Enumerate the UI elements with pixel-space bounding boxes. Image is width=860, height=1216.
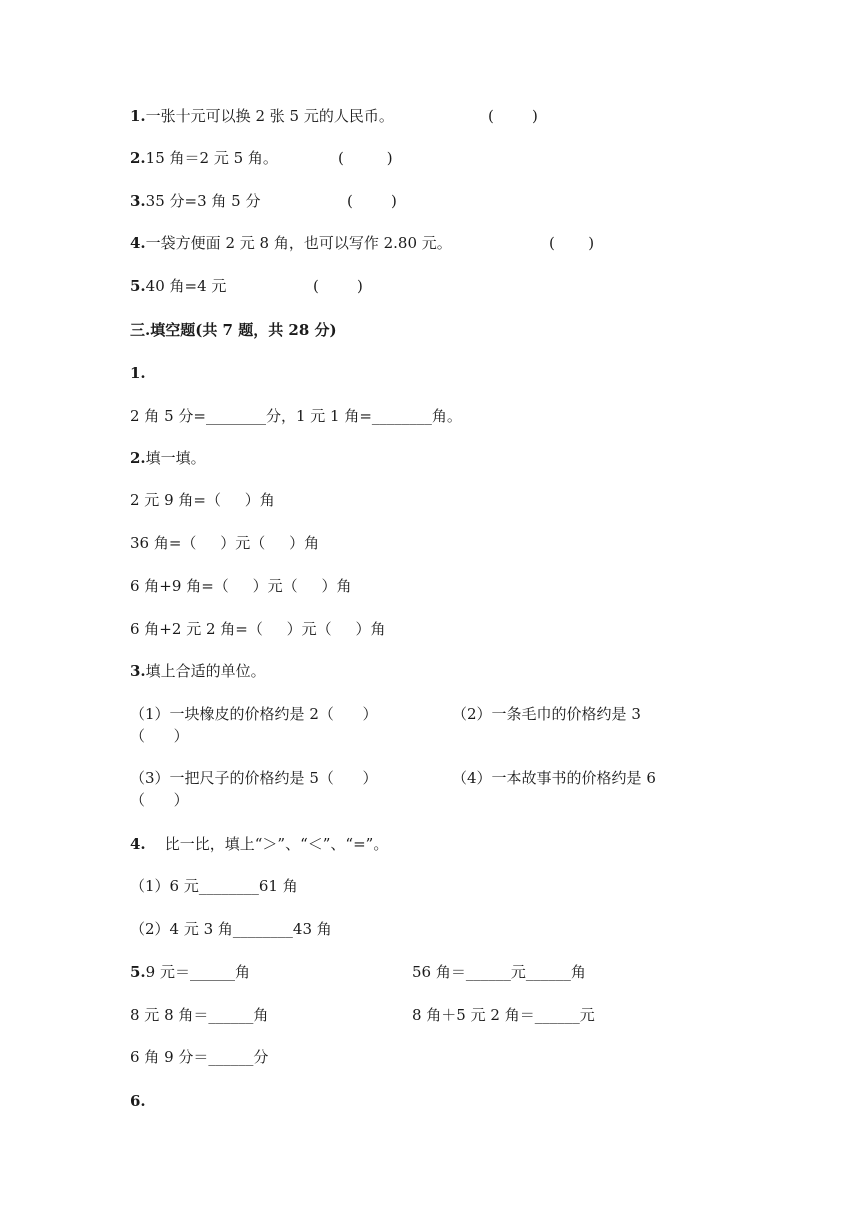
q-title: 比一比，填上“＞”、“＜”、“=”。 — [164, 835, 389, 853]
q-number: 1. — [130, 107, 146, 125]
q-text: 40 角=4 元 — [145, 277, 227, 295]
f3-item-1[interactable]: （1）一块橡皮的价格约是 2（ ） — [130, 705, 378, 723]
section-title: 三.填空题(共 7 题，共 28 分) — [130, 321, 337, 339]
f1-line[interactable]: 2 角 5 分=________分，1 元 1 角=________角。 — [130, 407, 462, 425]
q-number: 5. — [130, 963, 146, 981]
f2-heading — [130, 448, 206, 468]
judge-q1 — [130, 106, 394, 126]
f5-item-5[interactable]: 6 角 9 分＝______分 — [130, 1048, 269, 1066]
q-number: 3. — [130, 662, 146, 680]
answer-paren[interactable]: ( ) — [338, 149, 393, 167]
judge-q3 — [130, 191, 261, 211]
f5-item-2[interactable]: 56 角＝______元______角 — [412, 963, 586, 981]
judge-q5 — [130, 276, 226, 296]
f3-heading — [130, 661, 266, 681]
judge-q4 — [130, 233, 452, 253]
q-number: 3. — [130, 192, 146, 210]
f3-item-4-paren[interactable]: （ ） — [130, 791, 189, 809]
f6-number: 6. — [130, 1092, 146, 1110]
q-title: 填一填。 — [145, 449, 206, 467]
q-number: 5. — [130, 277, 146, 295]
f4-item-1[interactable]: （1）6 元________61 角 — [130, 877, 298, 895]
f3-item-2-paren[interactable]: （ ） — [130, 727, 189, 745]
q-number: 2. — [130, 149, 146, 167]
q-title: 填上合适的单位。 — [145, 662, 266, 680]
f1-number: 1. — [130, 364, 146, 382]
f3-item-4: （4）一本故事书的价格约是 6 — [452, 769, 656, 787]
q-text: 15 角＝2 元 5 角。 — [145, 149, 278, 167]
q-text: 35 分=3 角 5 分 — [145, 192, 261, 210]
f5-item-4[interactable]: 8 角＋5 元 2 角＝______元 — [412, 1006, 595, 1024]
answer-paren[interactable]: ( ) — [549, 234, 595, 252]
f2-line-1[interactable]: 2 元 9 角=（ ）角 — [130, 491, 275, 509]
q-text: 一袋方便面 2 元 8 角，也可以写作 2.80 元。 — [145, 234, 452, 252]
answer-paren[interactable]: ( ) — [313, 277, 363, 295]
q-number: 2. — [130, 449, 146, 467]
q-number: 4. — [130, 835, 146, 853]
answer-paren[interactable]: ( ) — [347, 192, 397, 210]
q-text: 一张十元可以换 2 张 5 元的人民币。 — [145, 107, 394, 125]
q-number: 4. — [130, 234, 146, 252]
f2-line-2[interactable]: 36 角=（ ）元（ ）角 — [130, 534, 320, 552]
answer-paren[interactable]: ( ) — [488, 107, 538, 125]
f3-item-2: （2）一条毛巾的价格约是 3 — [452, 705, 641, 723]
f3-item-3[interactable]: （3）一把尺子的价格约是 5（ ） — [130, 769, 378, 787]
f5-item-1-text: 9 元＝______角 — [145, 963, 250, 981]
f5-item-3[interactable]: 8 元 8 角＝______角 — [130, 1006, 269, 1024]
f4-heading — [130, 834, 388, 854]
f2-line-4[interactable]: 6 角+2 元 2 角=（ ）元（ ）角 — [130, 620, 386, 638]
judge-q2 — [130, 148, 278, 168]
f5-item-1[interactable] — [130, 962, 250, 982]
f2-line-3[interactable]: 6 角+9 角=（ ）元（ ）角 — [130, 577, 352, 595]
f4-item-2[interactable]: （2）4 元 3 角________43 角 — [130, 920, 332, 938]
